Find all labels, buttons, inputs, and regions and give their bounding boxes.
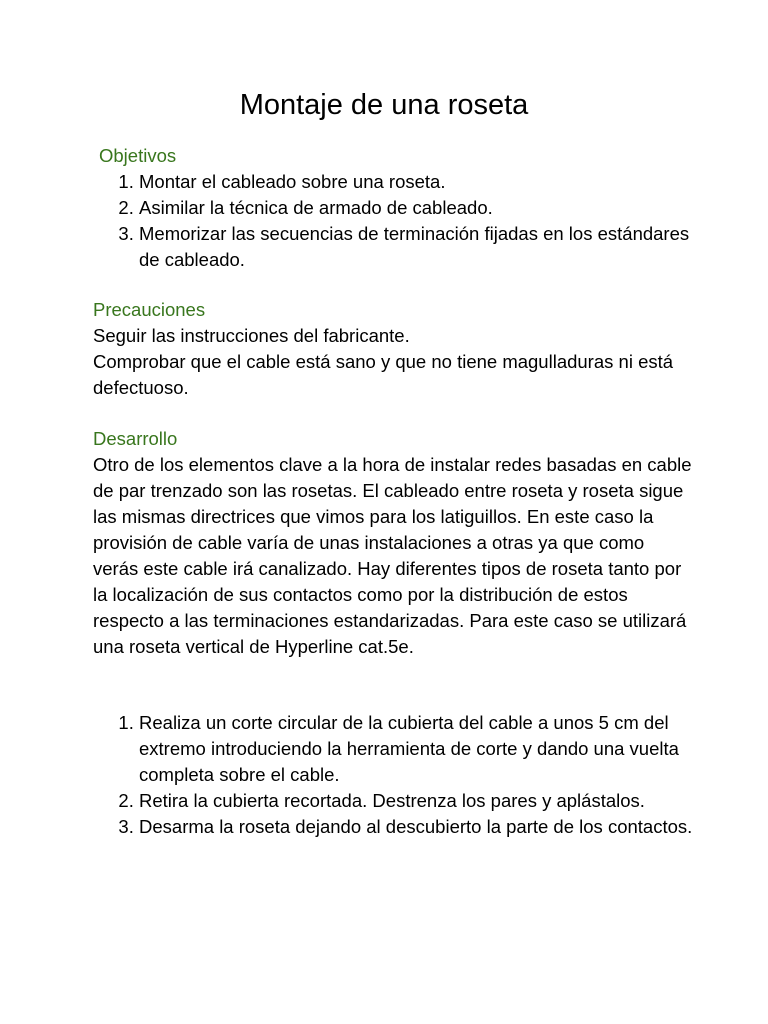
precauciones-line: Seguir las instrucciones del fabricante.	[93, 325, 410, 346]
list-item: 3. Desarma la roseta dejando al descubierto la parte de los contactos.	[139, 814, 693, 840]
objetivos-list	[93, 169, 693, 273]
desarrollo-paragraph: Otro de los elementos clave a la hora de instalar redes basadas en cable de par trenzado son las rosetas. El cableado entre roseta y roseta sigue las mismas directrices que vimos para los latiguillos. En este caso la provisión de cable varía de unas instalaciones a otras ya que como verás este cable irá canalizado. Hay diferentes tipos de roseta tanto por la localización de sus contactos como por la distribución de estos respecto a las terminaciones estandarizadas. Para este caso se utilizará una roseta vertical de Hyperline cat.5e.	[93, 454, 692, 657]
desarrollo-heading: Desarrollo	[93, 428, 178, 449]
precauciones-heading: Precauciones	[93, 299, 206, 320]
precauciones-line: Comprobar que el cable está sano y que no tiene magulladuras ni está defectuoso.	[93, 351, 674, 398]
section-desarrollo	[93, 426, 693, 660]
section-pasos	[93, 710, 693, 840]
list-item: 3. Memorizar las secuencias de terminación fijadas en los estándares de cableado.	[139, 221, 693, 273]
list-item: 1. Realiza un corte circular de la cubierta del cable a unos 5 cm del extremo introduciendo la herramienta de corte y dando una vuelta completa sobre el cable.	[139, 710, 693, 788]
section-precauciones	[93, 297, 693, 401]
page-title: Montaje de una roseta	[239, 89, 529, 121]
pasos-list	[93, 710, 693, 840]
objetivos-heading: Objetivos	[99, 145, 177, 166]
list-item: 1. Montar el cableado sobre una roseta.	[139, 169, 693, 195]
list-item: 2. Asimilar la técnica de armado de cableado.	[139, 195, 693, 221]
section-objetivos	[93, 143, 693, 273]
list-item: 2. Retira la cubierta recortada. Destrenza los pares y aplástalos.	[139, 788, 693, 814]
